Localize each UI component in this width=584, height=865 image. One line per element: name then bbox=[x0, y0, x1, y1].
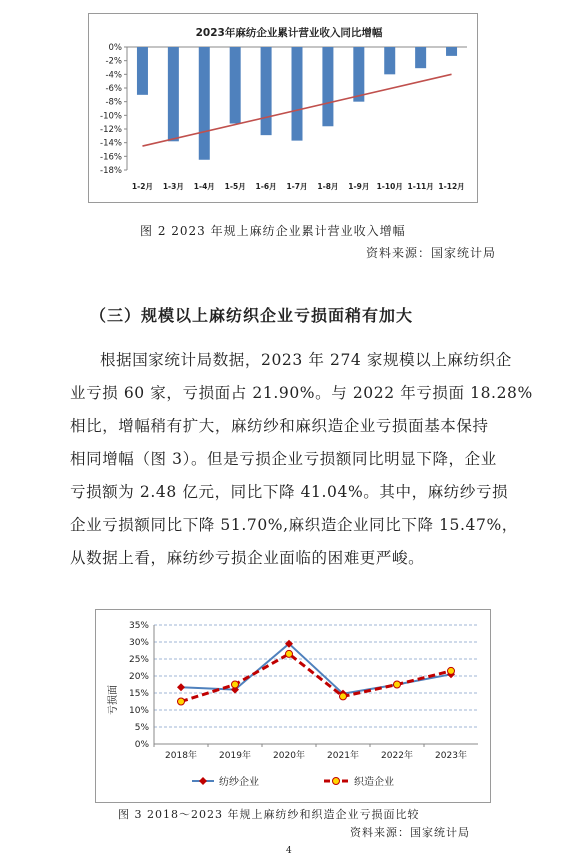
x-tick-label: 1-4月 bbox=[193, 182, 215, 191]
x-tick-label: 2023年 bbox=[435, 751, 467, 761]
figure3-source: 资料来源：国家统计局 bbox=[350, 826, 470, 839]
x-tick-label: 1-5月 bbox=[224, 182, 246, 191]
y-tick-label: -18% bbox=[100, 166, 122, 176]
x-tick-label: 1-9月 bbox=[348, 182, 370, 191]
y-tick-label: -6% bbox=[105, 84, 122, 94]
x-tick-label: 2020年 bbox=[273, 751, 305, 761]
y-tick-label: -10% bbox=[100, 111, 122, 122]
y-tick-label: -4% bbox=[105, 70, 122, 81]
y-tick-label: 20% bbox=[128, 672, 149, 682]
y-tick-label: -14% bbox=[100, 138, 122, 149]
x-tick-label: 2021年 bbox=[327, 751, 359, 761]
weaving-point bbox=[394, 681, 401, 688]
x-tick-label: 1-11月 bbox=[407, 182, 434, 191]
bar bbox=[353, 47, 364, 102]
legend-weaving-marker bbox=[333, 778, 340, 785]
y-tick-label: -16% bbox=[100, 152, 122, 163]
loss-ratio-chart bbox=[95, 609, 491, 803]
y-tick-label: 10% bbox=[128, 706, 149, 716]
paragraph-line: 相比，增幅稍有扩大，麻纺纱和麻织造企业亏损面基本保持 bbox=[70, 417, 489, 435]
x-tick-label: 1-2月 bbox=[131, 182, 153, 191]
bar bbox=[415, 47, 426, 68]
page-number: 4 bbox=[286, 846, 292, 856]
x-tick-label: 1-12月 bbox=[438, 182, 465, 191]
y-tick-label: 25% bbox=[128, 655, 149, 665]
figure2-source: 资料来源：国家统计局 bbox=[366, 246, 497, 260]
paragraph-line: 相同增幅（图 3）。但是亏损企业亏损额同比明显下降，企业 bbox=[70, 450, 497, 468]
series-weaving-line bbox=[181, 654, 451, 702]
bar bbox=[199, 47, 210, 160]
weaving-point bbox=[178, 698, 185, 705]
x-tick-label: 1-8月 bbox=[317, 182, 339, 191]
x-tick-label: 2022年 bbox=[381, 751, 413, 761]
legend-spinning-label: 纺纱企业 bbox=[219, 777, 259, 788]
paragraph-line: 亏损额为 2.48 亿元，同比下降 41.04%。其中，麻纺纱亏损 bbox=[70, 483, 509, 501]
bar bbox=[446, 47, 457, 56]
chart-title: 2023年麻纺企业累计营业收入同比增幅 bbox=[195, 27, 383, 39]
legend-spinning-marker bbox=[199, 777, 207, 785]
weaving-point bbox=[340, 693, 347, 700]
x-tick-label: 2018年 bbox=[165, 751, 197, 761]
bar bbox=[322, 47, 333, 126]
bar bbox=[261, 47, 272, 135]
y-tick-label: 15% bbox=[128, 689, 149, 699]
y-tick-label: 0% bbox=[108, 43, 122, 53]
paragraph-line: 根据国家统计局数据，2023 年 274 家规模以上麻纺织企 bbox=[100, 351, 512, 369]
bar bbox=[137, 47, 148, 95]
y-tick-label: 5% bbox=[134, 723, 149, 733]
y-tick-label: -8% bbox=[105, 97, 122, 108]
bar bbox=[168, 47, 179, 141]
paragraph-line: 从数据上看，麻纺纱亏损企业面临的困难更严峻。 bbox=[70, 549, 425, 567]
bar bbox=[384, 47, 395, 74]
paragraph-line: 业亏损 60 家，亏损面占 21.90%。与 2022 年亏损面 18.28% bbox=[70, 384, 533, 402]
bar bbox=[230, 47, 241, 124]
x-tick-label: 1-3月 bbox=[162, 182, 184, 191]
x-tick-label: 1-10月 bbox=[376, 182, 403, 191]
spinning-point bbox=[177, 683, 185, 691]
y-tick-label: -12% bbox=[100, 125, 122, 135]
x-tick-label: 1-6月 bbox=[255, 182, 277, 191]
series-spinning-line bbox=[181, 644, 451, 694]
weaving-point bbox=[286, 650, 293, 657]
x-tick-label: 2019年 bbox=[219, 751, 251, 761]
y-tick-label: 0% bbox=[134, 740, 149, 750]
bar bbox=[292, 47, 303, 141]
weaving-point bbox=[232, 681, 239, 688]
weaving-point bbox=[448, 667, 455, 674]
section-heading: （三）规模以上麻纺织企业亏损面稍有加大 bbox=[90, 306, 414, 325]
x-tick-label: 1-7月 bbox=[286, 182, 308, 191]
y-axis-label: 亏损面 bbox=[108, 685, 119, 715]
revenue-growth-chart-svg bbox=[89, 14, 477, 202]
paragraph-line: 企业亏损额同比下降 51.70%,麻织造企业同比下降 15.47%， bbox=[70, 516, 518, 534]
y-tick-label: 35% bbox=[128, 621, 149, 631]
y-tick-label: 30% bbox=[128, 638, 149, 648]
legend-weaving-label: 织造企业 bbox=[354, 777, 394, 788]
loss-ratio-chart-svg bbox=[96, 610, 490, 802]
figure2-caption: 图 2 2023 年规上麻纺企业累计营业收入增幅 bbox=[140, 224, 406, 238]
revenue-growth-chart bbox=[88, 13, 478, 203]
figure3-caption: 图 3 2018～2023 年规上麻纺纱和织造企业亏损面比较 bbox=[118, 808, 420, 821]
y-tick-label: -2% bbox=[105, 56, 122, 67]
